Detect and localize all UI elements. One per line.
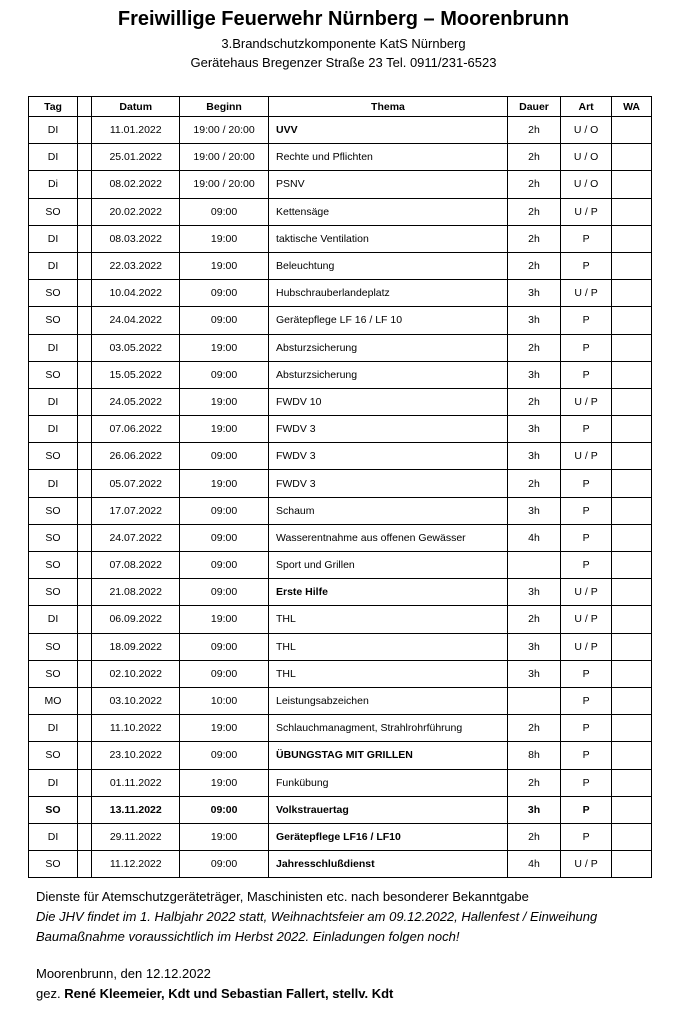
cell-blank xyxy=(78,252,92,279)
cell-beginn: 09:00 xyxy=(180,660,269,687)
cell-wa xyxy=(612,606,652,633)
document-address: Gerätehaus Bregenzer Straße 23 Tel. 0911/231-6523 xyxy=(190,55,497,70)
cell-dauer: 4h xyxy=(507,851,560,878)
cell-beginn: 09:00 xyxy=(180,851,269,878)
note-line-3: Baumaßnahme voraussichtlich im Herbst 2022. Einladungen folgen noch! xyxy=(36,929,460,944)
cell-thema: Rechte und Pflichten xyxy=(268,144,507,171)
cell-tag: DI xyxy=(29,470,78,497)
cell-beginn: 19:00 xyxy=(180,252,269,279)
cell-thema: Kettensäge xyxy=(268,198,507,225)
cell-datum: 24.05.2022 xyxy=(92,388,180,415)
cell-datum: 07.08.2022 xyxy=(92,552,180,579)
cell-datum: 02.10.2022 xyxy=(92,660,180,687)
cell-dauer: 2h xyxy=(507,144,560,171)
cell-beginn: 09:00 xyxy=(180,280,269,307)
table-row xyxy=(29,633,652,660)
cell-wa xyxy=(612,117,652,144)
cell-datum: 11.12.2022 xyxy=(92,851,180,878)
cell-dauer: 2h xyxy=(507,198,560,225)
cell-art: P xyxy=(561,307,612,334)
table-row xyxy=(29,687,652,714)
table-row xyxy=(29,497,652,524)
cell-dauer: 4h xyxy=(507,524,560,551)
cell-dauer: 3h xyxy=(507,307,560,334)
cell-blank xyxy=(78,307,92,334)
cell-blank xyxy=(78,579,92,606)
cell-beginn: 09:00 xyxy=(180,524,269,551)
cell-dauer: 2h xyxy=(507,715,560,742)
table-row xyxy=(29,117,652,144)
cell-blank xyxy=(78,280,92,307)
cell-datum: 22.03.2022 xyxy=(92,252,180,279)
cell-dauer: 2h xyxy=(507,171,560,198)
cell-tag: SO xyxy=(29,361,78,388)
cell-wa xyxy=(612,823,652,850)
cell-dauer: 3h xyxy=(507,443,560,470)
cell-thema: Gerätepflege LF16 / LF10 xyxy=(268,823,507,850)
cell-dauer: 3h xyxy=(507,416,560,443)
cell-art: P xyxy=(561,334,612,361)
table-row xyxy=(29,307,652,334)
cell-wa xyxy=(612,198,652,225)
cell-blank xyxy=(78,416,92,443)
cell-thema: THL xyxy=(268,633,507,660)
cell-wa xyxy=(612,307,652,334)
cell-art: U / P xyxy=(561,606,612,633)
cell-beginn: 19:00 xyxy=(180,334,269,361)
cell-wa xyxy=(612,144,652,171)
cell-blank xyxy=(78,769,92,796)
cell-thema: THL xyxy=(268,606,507,633)
col-header-art: Art xyxy=(561,97,612,117)
cell-wa xyxy=(612,388,652,415)
cell-blank xyxy=(78,633,92,660)
cell-art: P xyxy=(561,524,612,551)
cell-wa xyxy=(612,769,652,796)
cell-wa xyxy=(612,796,652,823)
cell-thema: Hubschrauberlandeplatz xyxy=(268,280,507,307)
table-row xyxy=(29,769,652,796)
cell-blank xyxy=(78,660,92,687)
schedule-table xyxy=(28,96,652,878)
cell-art: U / O xyxy=(561,144,612,171)
cell-wa xyxy=(612,470,652,497)
cell-wa xyxy=(612,851,652,878)
cell-dauer: 2h xyxy=(507,225,560,252)
cell-art: P xyxy=(561,497,612,524)
cell-blank xyxy=(78,851,92,878)
document-title: Freiwillige Feuerwehr Nürnberg – Moorenbrunn xyxy=(117,8,570,30)
cell-wa xyxy=(612,633,652,660)
cell-tag: DI xyxy=(29,388,78,415)
cell-art: U / O xyxy=(561,117,612,144)
cell-wa xyxy=(612,280,652,307)
cell-datum: 03.05.2022 xyxy=(92,334,180,361)
table-row xyxy=(29,252,652,279)
cell-blank xyxy=(78,144,92,171)
cell-art: P xyxy=(561,769,612,796)
table-row xyxy=(29,334,652,361)
cell-dauer: 3h xyxy=(507,497,560,524)
cell-tag: DI xyxy=(29,606,78,633)
cell-dauer: 3h xyxy=(507,579,560,606)
cell-art: P xyxy=(561,823,612,850)
cell-thema: FWDV 10 xyxy=(268,388,507,415)
cell-tag: DI xyxy=(29,252,78,279)
note-line-1: Dienste für Atemschutzgeräteträger, Maschinisten etc. nach besonderer Bekanntgabe xyxy=(36,889,529,904)
cell-dauer: 3h xyxy=(507,633,560,660)
cell-thema: Leistungsabzeichen xyxy=(268,687,507,714)
table-row xyxy=(29,606,652,633)
table-row xyxy=(29,470,652,497)
cell-art: U / P xyxy=(561,198,612,225)
cell-art: P xyxy=(561,796,612,823)
cell-blank xyxy=(78,334,92,361)
cell-thema: PSNV xyxy=(268,171,507,198)
cell-tag: SO xyxy=(29,524,78,551)
table-row xyxy=(29,225,652,252)
cell-beginn: 19:00 xyxy=(180,388,269,415)
cell-art: U / P xyxy=(561,633,612,660)
cell-thema: Beleuchtung xyxy=(268,252,507,279)
cell-tag: DI xyxy=(29,334,78,361)
cell-datum: 20.02.2022 xyxy=(92,198,180,225)
cell-beginn: 09:00 xyxy=(180,633,269,660)
cell-datum: 26.06.2022 xyxy=(92,443,180,470)
table-row xyxy=(29,198,652,225)
cell-dauer: 3h xyxy=(507,280,560,307)
cell-tag: SO xyxy=(29,198,78,225)
col-header-tag: Tag xyxy=(29,97,78,117)
cell-datum: 08.03.2022 xyxy=(92,225,180,252)
cell-beginn: 09:00 xyxy=(180,361,269,388)
col-header-wa: WA xyxy=(612,97,652,117)
cell-thema: Wasserentnahme aus offenen Gewässer xyxy=(268,524,507,551)
cell-beginn: 19:00 / 20:00 xyxy=(180,171,269,198)
cell-datum: 15.05.2022 xyxy=(92,361,180,388)
cell-beginn: 19:00 xyxy=(180,416,269,443)
cell-wa xyxy=(612,742,652,769)
cell-dauer: 2h xyxy=(507,334,560,361)
cell-beginn: 10:00 xyxy=(180,687,269,714)
cell-beginn: 09:00 xyxy=(180,796,269,823)
col-header-dauer: Dauer xyxy=(507,97,560,117)
table-row xyxy=(29,524,652,551)
cell-art: P xyxy=(561,742,612,769)
cell-wa xyxy=(612,252,652,279)
cell-beginn: 19:00 xyxy=(180,606,269,633)
cell-thema: ÜBUNGSTAG MIT GRILLEN xyxy=(268,742,507,769)
cell-art: P xyxy=(561,252,612,279)
cell-datum: 07.06.2022 xyxy=(92,416,180,443)
cell-beginn: 09:00 xyxy=(180,742,269,769)
cell-tag: SO xyxy=(29,633,78,660)
cell-datum: 24.04.2022 xyxy=(92,307,180,334)
cell-thema: Funkübung xyxy=(268,769,507,796)
table-row xyxy=(29,416,652,443)
table-row xyxy=(29,579,652,606)
cell-art: U / P xyxy=(561,280,612,307)
cell-tag: SO xyxy=(29,579,78,606)
cell-beginn: 19:00 xyxy=(180,470,269,497)
cell-tag: SO xyxy=(29,280,78,307)
table-row xyxy=(29,388,652,415)
table-row xyxy=(29,823,652,850)
cell-tag: DI xyxy=(29,225,78,252)
cell-blank xyxy=(78,171,92,198)
cell-datum: 29.11.2022 xyxy=(92,823,180,850)
table-row xyxy=(29,851,652,878)
cell-datum: 17.07.2022 xyxy=(92,497,180,524)
cell-wa xyxy=(612,361,652,388)
cell-dauer xyxy=(507,687,560,714)
cell-tag: DI xyxy=(29,416,78,443)
cell-thema: Volkstrauertag xyxy=(268,796,507,823)
table-header-row xyxy=(29,97,652,117)
cell-wa xyxy=(612,552,652,579)
cell-beginn: 09:00 xyxy=(180,307,269,334)
cell-blank xyxy=(78,823,92,850)
cell-dauer: 2h xyxy=(507,470,560,497)
cell-tag: SO xyxy=(29,742,78,769)
cell-blank xyxy=(78,552,92,579)
cell-datum: 05.07.2022 xyxy=(92,470,180,497)
cell-blank xyxy=(78,361,92,388)
col-header-blank xyxy=(78,97,92,117)
table-row xyxy=(29,715,652,742)
cell-wa xyxy=(612,497,652,524)
cell-thema: Absturzsicherung xyxy=(268,334,507,361)
cell-blank xyxy=(78,796,92,823)
cell-datum: 11.01.2022 xyxy=(92,117,180,144)
cell-beginn: 19:00 xyxy=(180,769,269,796)
cell-tag: MO xyxy=(29,687,78,714)
cell-art: U / P xyxy=(561,388,612,415)
table-row xyxy=(29,144,652,171)
cell-wa xyxy=(612,524,652,551)
cell-art: P xyxy=(561,361,612,388)
cell-wa xyxy=(612,687,652,714)
cell-datum: 08.02.2022 xyxy=(92,171,180,198)
cell-datum: 11.10.2022 xyxy=(92,715,180,742)
cell-beginn: 19:00 / 20:00 xyxy=(180,117,269,144)
cell-thema: Schaum xyxy=(268,497,507,524)
cell-tag: Di xyxy=(29,171,78,198)
signature-block xyxy=(36,964,393,1004)
cell-datum: 10.04.2022 xyxy=(92,280,180,307)
cell-tag: DI xyxy=(29,144,78,171)
cell-beginn: 19:00 xyxy=(180,715,269,742)
cell-dauer: 3h xyxy=(507,660,560,687)
signature-names: René Kleemeier, Kdt und Sebastian Fallert, stellv. Kdt xyxy=(64,986,394,1001)
cell-datum: 13.11.2022 xyxy=(92,796,180,823)
note-line-2: Die JHV findet im 1. Halbjahr 2022 statt, Weihnachtsfeier am 09.12.2022, Hallenfest / Einweihung xyxy=(36,909,598,924)
cell-dauer: 3h xyxy=(507,796,560,823)
cell-wa xyxy=(612,416,652,443)
cell-art: P xyxy=(561,416,612,443)
cell-tag: SO xyxy=(29,443,78,470)
cell-dauer: 2h xyxy=(507,823,560,850)
cell-art: U / P xyxy=(561,443,612,470)
cell-thema: Jahresschlußdienst xyxy=(268,851,507,878)
cell-beginn: 09:00 xyxy=(180,552,269,579)
cell-thema: FWDV 3 xyxy=(268,443,507,470)
cell-tag: DI xyxy=(29,823,78,850)
cell-blank xyxy=(78,198,92,225)
cell-wa xyxy=(612,334,652,361)
cell-datum: 01.11.2022 xyxy=(92,769,180,796)
cell-tag: SO xyxy=(29,552,78,579)
table-row xyxy=(29,443,652,470)
cell-beginn: 19:00 / 20:00 xyxy=(180,144,269,171)
cell-thema: Erste Hilfe xyxy=(268,579,507,606)
col-header-datum: Datum xyxy=(92,97,180,117)
cell-art: U / O xyxy=(561,171,612,198)
cell-blank xyxy=(78,497,92,524)
cell-art: P xyxy=(561,715,612,742)
cell-dauer: 2h xyxy=(507,252,560,279)
cell-blank xyxy=(78,443,92,470)
cell-art: P xyxy=(561,660,612,687)
cell-wa xyxy=(612,225,652,252)
table-row xyxy=(29,796,652,823)
col-header-beginn: Beginn xyxy=(180,97,269,117)
signature-prefix: gez. xyxy=(36,986,61,1001)
table-row xyxy=(29,361,652,388)
cell-tag: SO xyxy=(29,796,78,823)
cell-wa xyxy=(612,171,652,198)
table-row xyxy=(29,742,652,769)
cell-dauer: 3h xyxy=(507,361,560,388)
cell-tag: DI xyxy=(29,715,78,742)
cell-tag: SO xyxy=(29,497,78,524)
cell-datum: 23.10.2022 xyxy=(92,742,180,769)
cell-beginn: 19:00 xyxy=(180,823,269,850)
table-row xyxy=(29,171,652,198)
cell-beginn: 09:00 xyxy=(180,443,269,470)
cell-blank xyxy=(78,117,92,144)
cell-art: U / P xyxy=(561,579,612,606)
cell-blank xyxy=(78,606,92,633)
cell-dauer: 8h xyxy=(507,742,560,769)
cell-thema: THL xyxy=(268,660,507,687)
cell-art: P xyxy=(561,470,612,497)
cell-thema: FWDV 3 xyxy=(268,416,507,443)
cell-beginn: 09:00 xyxy=(180,198,269,225)
cell-thema: Absturzsicherung xyxy=(268,361,507,388)
notes xyxy=(36,887,597,947)
cell-thema: Schlauchmanagment, Strahlrohrführung xyxy=(268,715,507,742)
cell-datum: 03.10.2022 xyxy=(92,687,180,714)
cell-wa xyxy=(612,579,652,606)
cell-art: P xyxy=(561,225,612,252)
cell-dauer: 2h xyxy=(507,769,560,796)
cell-tag: DI xyxy=(29,117,78,144)
cell-beginn: 19:00 xyxy=(180,225,269,252)
cell-datum: 21.08.2022 xyxy=(92,579,180,606)
table-row xyxy=(29,660,652,687)
table-row xyxy=(29,280,652,307)
cell-blank xyxy=(78,715,92,742)
cell-thema: Gerätepflege LF 16 / LF 10 xyxy=(268,307,507,334)
cell-wa xyxy=(612,660,652,687)
cell-thema: Sport und Grillen xyxy=(268,552,507,579)
cell-art: U / P xyxy=(561,851,612,878)
cell-datum: 18.09.2022 xyxy=(92,633,180,660)
cell-blank xyxy=(78,687,92,714)
document-subtitle: 3.Brandschutzkomponente KatS Nürnberg xyxy=(221,36,466,51)
cell-blank xyxy=(78,742,92,769)
cell-datum: 25.01.2022 xyxy=(92,144,180,171)
signature-line xyxy=(36,984,393,1004)
cell-dauer: 2h xyxy=(507,117,560,144)
cell-blank xyxy=(78,470,92,497)
cell-datum: 24.07.2022 xyxy=(92,524,180,551)
cell-dauer xyxy=(507,552,560,579)
cell-thema: taktische Ventilation xyxy=(268,225,507,252)
cell-beginn: 09:00 xyxy=(180,497,269,524)
cell-tag: SO xyxy=(29,307,78,334)
table-row xyxy=(29,552,652,579)
cell-tag: SO xyxy=(29,851,78,878)
cell-art: P xyxy=(561,687,612,714)
cell-datum: 06.09.2022 xyxy=(92,606,180,633)
cell-dauer: 2h xyxy=(507,388,560,415)
cell-blank xyxy=(78,225,92,252)
cell-art: P xyxy=(561,552,612,579)
cell-wa xyxy=(612,443,652,470)
cell-thema: FWDV 3 xyxy=(268,470,507,497)
cell-wa xyxy=(612,715,652,742)
cell-beginn: 09:00 xyxy=(180,579,269,606)
cell-blank xyxy=(78,524,92,551)
place-date: Moorenbrunn, den 12.12.2022 xyxy=(36,966,211,981)
cell-tag: DI xyxy=(29,769,78,796)
cell-dauer: 2h xyxy=(507,606,560,633)
cell-thema: UVV xyxy=(268,117,507,144)
col-header-thema: Thema xyxy=(268,97,507,117)
cell-blank xyxy=(78,388,92,415)
cell-tag: SO xyxy=(29,660,78,687)
